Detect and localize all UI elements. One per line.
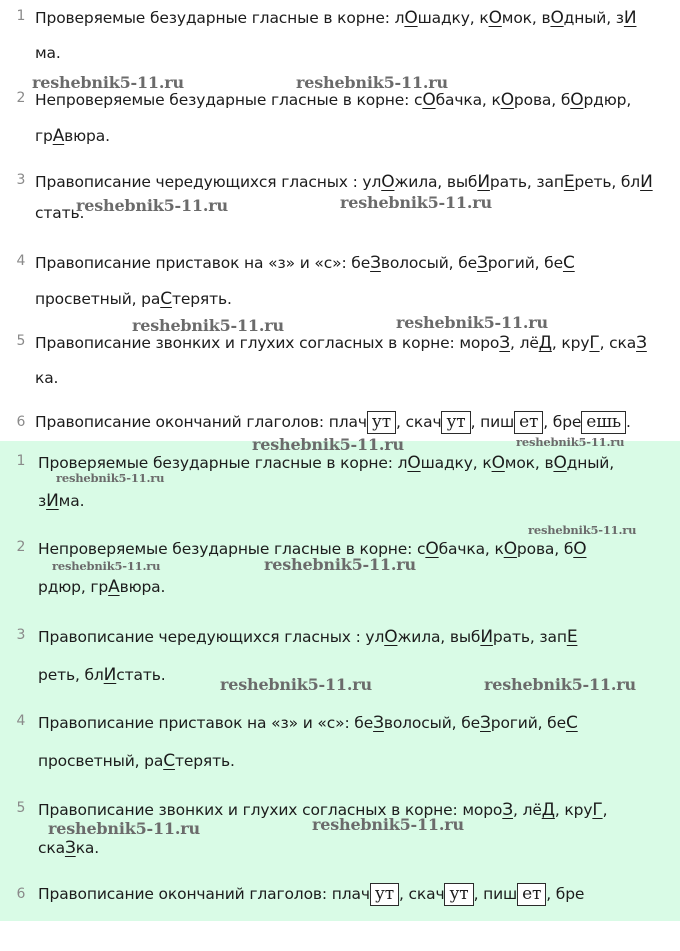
highlighted-letter: О bbox=[503, 539, 517, 559]
text-fragment: рдюр, гр bbox=[38, 578, 109, 596]
text-fragment: ма. bbox=[58, 492, 85, 510]
item-number: 6 bbox=[16, 886, 26, 902]
text-fragment: бачка, к bbox=[438, 540, 504, 558]
highlighted-letter: И bbox=[477, 172, 490, 192]
text-fragment: мок, в bbox=[501, 9, 551, 27]
watermark: reshebnik5-11.ru bbox=[312, 815, 464, 834]
watermark: reshebnik5-11.ru bbox=[132, 316, 284, 335]
watermark: reshebnik5-11.ru bbox=[52, 559, 161, 573]
ending-box: ут bbox=[370, 883, 399, 906]
highlighted-letter: О bbox=[425, 539, 439, 559]
item-text bbox=[35, 90, 631, 110]
highlighted-letter: О bbox=[491, 453, 505, 473]
highlighted-letter: З bbox=[636, 333, 647, 353]
text-fragment: . bbox=[625, 413, 631, 431]
text-fragment: , скач bbox=[398, 885, 445, 903]
highlighted-letter: О bbox=[381, 172, 395, 192]
item-text bbox=[38, 713, 578, 733]
highlighted-letter: О bbox=[553, 453, 567, 473]
highlighted-letter: О bbox=[550, 8, 564, 28]
item-number: 6 bbox=[16, 414, 26, 430]
highlighted-letter: З bbox=[64, 838, 76, 858]
text-fragment: вюра. bbox=[119, 578, 166, 596]
answer-block-highlighted bbox=[0, 435, 680, 921]
highlighted-letter: И bbox=[640, 172, 653, 192]
text-fragment: ска bbox=[38, 839, 65, 857]
text-fragment: стать. bbox=[116, 666, 166, 684]
text-fragment: волосый, бе bbox=[380, 254, 477, 272]
item-text-continued bbox=[38, 491, 84, 511]
text-fragment: , кру bbox=[554, 801, 593, 819]
text-fragment: бачка, к bbox=[435, 91, 501, 109]
ending-box: ут bbox=[367, 411, 396, 434]
item-text-continued bbox=[38, 751, 235, 771]
text-fragment: шадку, к bbox=[417, 9, 489, 27]
text-fragment: Правописание приставок на «з» и «с»: бе bbox=[38, 714, 374, 732]
highlighted-letter: О bbox=[570, 90, 584, 110]
highlighted-letter: З bbox=[370, 253, 381, 273]
ending-box: ут bbox=[444, 883, 473, 906]
item-text bbox=[35, 333, 647, 353]
highlighted-letter: С bbox=[562, 253, 575, 273]
item-number: 5 bbox=[16, 333, 26, 349]
ending-box: ет bbox=[517, 883, 546, 906]
text-fragment: терять. bbox=[171, 290, 232, 308]
watermark: reshebnik5-11.ru bbox=[32, 73, 184, 92]
text-fragment: стать. bbox=[35, 204, 85, 222]
text-fragment: дный, з bbox=[563, 9, 624, 27]
item-number: 1 bbox=[16, 8, 26, 24]
watermark: reshebnik5-11.ru bbox=[48, 819, 200, 838]
item-text-continued bbox=[38, 665, 166, 685]
watermark: reshebnik5-11.ru bbox=[220, 675, 372, 694]
text-fragment: терять. bbox=[174, 752, 235, 770]
text-fragment: жила, выб bbox=[394, 173, 478, 191]
watermark: reshebnik5-11.ru bbox=[56, 471, 165, 485]
text-fragment: , bbox=[602, 801, 608, 819]
item-text bbox=[38, 883, 584, 906]
text-fragment: жила, выб bbox=[397, 628, 481, 646]
item-number: 2 bbox=[16, 539, 26, 555]
highlighted-letter: С bbox=[160, 289, 172, 309]
item-number: 1 bbox=[16, 453, 26, 469]
highlighted-letter: О bbox=[573, 539, 587, 559]
text-fragment: вюра. bbox=[64, 127, 110, 145]
highlighted-letter: А bbox=[108, 577, 120, 597]
highlighted-letter: Е bbox=[566, 627, 578, 647]
text-fragment: ка. bbox=[75, 839, 100, 857]
item-text bbox=[35, 172, 653, 192]
highlighted-letter: Г bbox=[589, 333, 600, 353]
item-number: 3 bbox=[16, 172, 26, 188]
highlighted-letter: З bbox=[502, 800, 514, 820]
text-fragment: Проверяемые безударные гласные в корне: л bbox=[38, 454, 408, 472]
highlighted-letter: З bbox=[477, 253, 488, 273]
item-text-continued bbox=[38, 838, 99, 858]
watermark: reshebnik5-11.ru bbox=[76, 196, 228, 215]
text-fragment: рова, б bbox=[513, 91, 571, 109]
item-text-continued bbox=[35, 369, 58, 387]
item-number: 4 bbox=[16, 253, 26, 269]
text-fragment: Правописание окончаний глаголов: плач bbox=[35, 413, 367, 431]
item-text bbox=[35, 8, 636, 28]
item-number: 3 bbox=[16, 627, 26, 643]
text-fragment: ма. bbox=[35, 44, 61, 62]
highlighted-letter: С bbox=[163, 751, 175, 771]
highlighted-letter: И bbox=[623, 8, 637, 28]
item-text-continued bbox=[38, 577, 165, 597]
text-fragment: , пиш bbox=[470, 413, 515, 431]
item-number: 4 bbox=[16, 713, 26, 729]
watermark: reshebnik5-11.ru bbox=[516, 435, 625, 449]
text-fragment: Правописание звонких и глухих согласных в корне: моро bbox=[38, 801, 503, 819]
text-fragment: волосый, бе bbox=[383, 714, 480, 732]
ending-box: ет bbox=[514, 411, 543, 434]
text-fragment: рать, зап bbox=[492, 628, 567, 646]
text-fragment: , бре bbox=[543, 413, 582, 431]
item-text bbox=[35, 411, 631, 434]
text-fragment: , лё bbox=[510, 334, 539, 352]
item-text bbox=[38, 453, 614, 473]
highlighted-letter: А bbox=[52, 126, 65, 146]
text-fragment: Правописание окончаний глаголов: плач bbox=[38, 885, 370, 903]
watermark: reshebnik5-11.ru bbox=[252, 435, 404, 454]
text-fragment: мок, в bbox=[504, 454, 554, 472]
text-fragment: , бре bbox=[546, 885, 585, 903]
highlighted-letter: И bbox=[46, 491, 59, 511]
highlighted-letter: И bbox=[103, 665, 117, 685]
watermark: reshebnik5-11.ru bbox=[484, 675, 636, 694]
text-fragment: рогий, бе bbox=[490, 714, 566, 732]
text-fragment: рова, б bbox=[516, 540, 574, 558]
highlighted-letter: Е bbox=[563, 172, 575, 192]
text-fragment: гр bbox=[35, 127, 53, 145]
text-fragment: просветный, ра bbox=[35, 290, 161, 308]
ending-box: ешь bbox=[581, 411, 626, 434]
text-fragment: , лё bbox=[513, 801, 542, 819]
text-fragment: Проверяемые безударные гласные в корне: л bbox=[35, 9, 405, 27]
text-fragment: Правописание приставок на «з» и «с»: бе bbox=[35, 254, 371, 272]
text-fragment: рдюр, bbox=[583, 91, 632, 109]
watermark: reshebnik5-11.ru bbox=[340, 193, 492, 212]
highlighted-letter: О bbox=[422, 90, 436, 110]
text-fragment: , кру bbox=[551, 334, 590, 352]
highlighted-letter: И bbox=[480, 627, 493, 647]
highlighted-letter: О bbox=[404, 8, 418, 28]
item-text-continued bbox=[35, 44, 61, 62]
highlighted-letter: З bbox=[499, 333, 511, 353]
text-fragment: Непроверяемые безударные гласные в корне: с bbox=[35, 91, 423, 109]
watermark: reshebnik5-11.ru bbox=[296, 73, 448, 92]
watermark: reshebnik5-11.ru bbox=[396, 313, 548, 332]
item-number: 5 bbox=[16, 800, 26, 816]
text-fragment: , пиш bbox=[473, 885, 518, 903]
highlighted-letter: О bbox=[407, 453, 421, 473]
highlighted-letter: О bbox=[384, 627, 398, 647]
text-fragment: Правописание звонких и глухих согласных в корне: моро bbox=[35, 334, 500, 352]
highlighted-letter: О bbox=[488, 8, 502, 28]
text-fragment: реть, бл bbox=[38, 666, 104, 684]
ending-box: ут bbox=[441, 411, 470, 434]
item-text bbox=[35, 253, 575, 273]
highlighted-letter: О bbox=[500, 90, 514, 110]
answer-block-original bbox=[0, 0, 680, 441]
highlighted-letter: Д bbox=[538, 333, 552, 353]
watermark: reshebnik5-11.ru bbox=[528, 523, 637, 537]
text-fragment: ка. bbox=[35, 369, 59, 387]
highlighted-letter: Г bbox=[592, 800, 603, 820]
text-fragment: реть, бл bbox=[574, 173, 641, 191]
text-fragment: , ска bbox=[599, 334, 637, 352]
item-text-continued bbox=[35, 289, 232, 309]
item-text bbox=[38, 627, 577, 647]
text-fragment: з bbox=[38, 492, 47, 510]
highlighted-letter: С bbox=[565, 713, 578, 733]
text-fragment: рогий, бе bbox=[487, 254, 563, 272]
highlighted-letter: Д bbox=[541, 800, 555, 820]
text-fragment: Правописание чередующихся гласных : ул bbox=[35, 173, 382, 191]
text-fragment: , скач bbox=[395, 413, 442, 431]
text-fragment: Непроверяемые безударные гласные в корне: с bbox=[38, 540, 426, 558]
text-fragment: Правописание чередующихся гласных : ул bbox=[38, 628, 385, 646]
text-fragment: дный, bbox=[566, 454, 615, 472]
text-fragment: шадку, к bbox=[420, 454, 492, 472]
item-text-continued bbox=[35, 126, 110, 146]
highlighted-letter: З bbox=[373, 713, 384, 733]
highlighted-letter: З bbox=[480, 713, 491, 733]
item-number: 2 bbox=[16, 90, 26, 106]
watermark: reshebnik5-11.ru bbox=[264, 555, 416, 574]
text-fragment: просветный, ра bbox=[38, 752, 164, 770]
text-fragment: рать, зап bbox=[489, 173, 564, 191]
